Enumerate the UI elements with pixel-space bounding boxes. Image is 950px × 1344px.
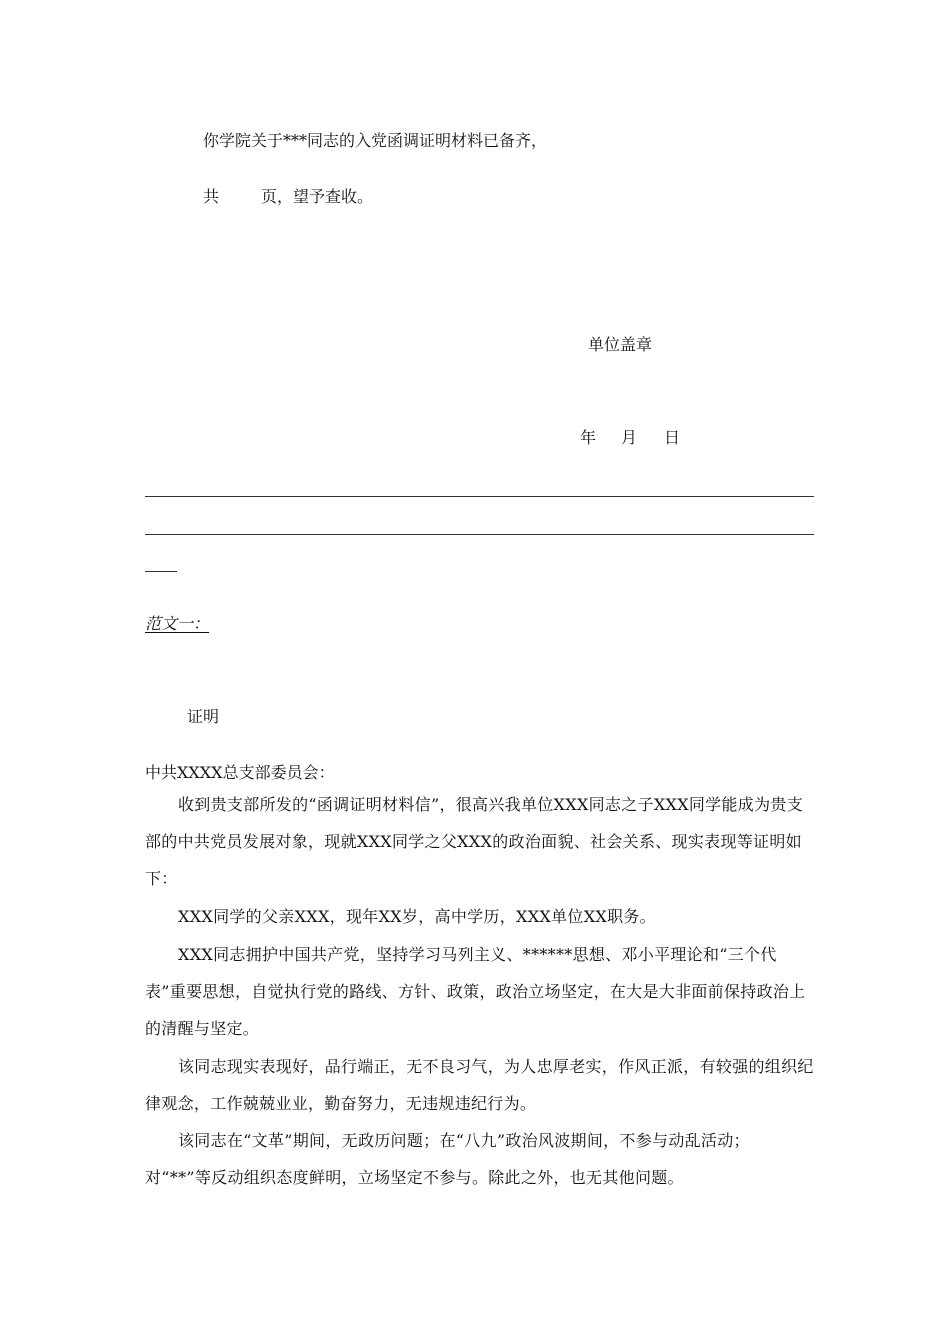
paragraph: 该同志现实表现好，品行端正，无不良习气，为人忠厚老实，作风正派，有较强的组织纪律观念，工作兢兢业业，勤奋努力，无违规违纪行为。 — [145, 1057, 814, 1113]
divider-line — [145, 534, 814, 535]
divider-line-short — [145, 571, 177, 572]
date-month: 月 — [621, 428, 638, 447]
cover-line-1: 你学院关于***同志的入党函调证明材料已备齐， — [203, 131, 548, 150]
cover-line-2-suffix: 页，望予查收。 — [261, 187, 374, 206]
seal-label: 单位盖章 — [588, 335, 653, 354]
salutation: 中共XXXX总支部委员会： — [145, 763, 335, 782]
paragraph: XXX同学的父亲XXX，现年XX岁，高中学历，XXX单位XX职务。 — [178, 907, 656, 926]
divider-line — [145, 496, 814, 497]
certificate-title: 证明 — [187, 707, 220, 726]
date-day: 日 — [664, 428, 681, 447]
paragraph: 该同志在“文革”期间，无政历问题；在“八九”政治风波期间，不参与动乱活动；对“**”等反动组织态度鲜明，立场坚定不参与。除此之外，也无其他问题。 — [145, 1131, 750, 1187]
sample-label: 范文一： — [145, 614, 210, 633]
paragraph: 收到贵支部所发的“函调证明材料信”，很高兴我单位XXX同志之子XXX同学能成为贵支部的中共党员发展对象，现就XXX同学之父XXX的政治面貌、社会关系、现实表现等证明如下： — [145, 795, 804, 888]
date-year: 年 — [580, 428, 597, 447]
paragraph: XXX同志拥护中国共产党，坚持学习马列主义、******思想、邓小平理论和“三个代表”重要思想，自觉执行党的路线、方针、政策，政治立场坚定，在大是大非面前保持政治上的清醒与坚定。 — [145, 945, 806, 1038]
cover-line-2-prefix: 共 — [203, 187, 220, 206]
